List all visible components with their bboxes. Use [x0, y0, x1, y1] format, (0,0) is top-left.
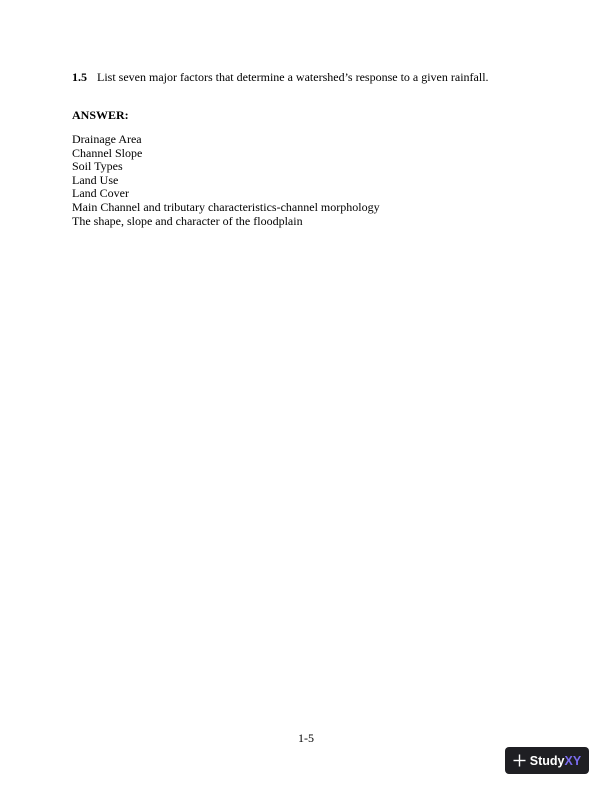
- list-item: Channel Slope: [72, 145, 143, 160]
- list-item: Land Use: [72, 172, 119, 187]
- question-number: 1.5: [72, 70, 87, 84]
- studyxy-badge[interactable]: [505, 747, 589, 774]
- brand-name: Study: [529, 753, 565, 768]
- question: [72, 70, 489, 85]
- question-text: List seven major factors that determine a watershed’s response to a given rainfall.: [97, 70, 489, 84]
- list-item: Drainage Area: [72, 132, 142, 146]
- plus-icon: [513, 754, 526, 767]
- brand-accent: XY: [564, 753, 582, 768]
- answer-heading: ANSWER:: [72, 108, 129, 122]
- list-item: Main Channel and tributary characteristics-channel morphology: [72, 199, 380, 214]
- list-item: Soil Types: [72, 159, 123, 174]
- answer-list: [72, 133, 380, 228]
- list-item: The shape, slope and character of the floodplain: [72, 213, 303, 228]
- page-number: 1-5: [298, 731, 314, 745]
- list-item: Land Cover: [72, 186, 129, 201]
